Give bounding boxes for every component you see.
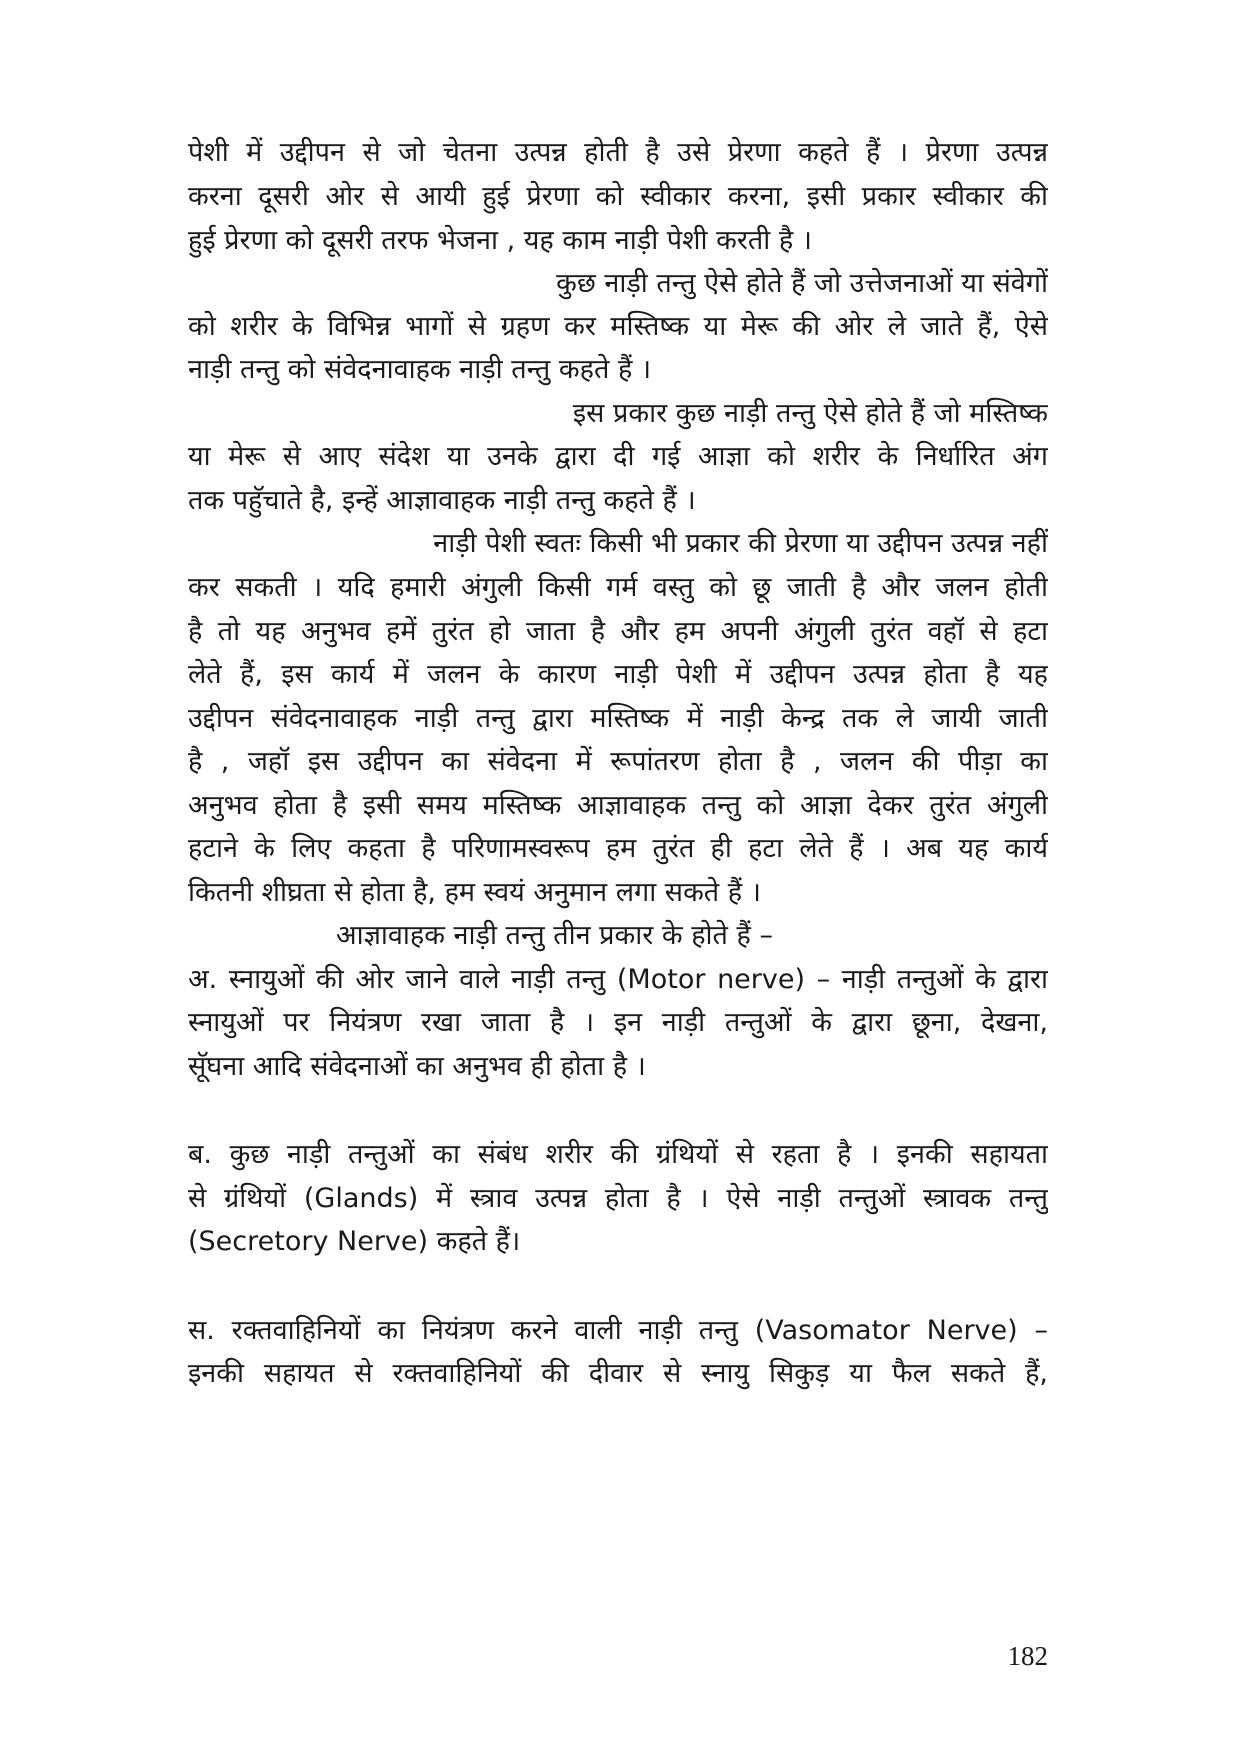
text-line: इस प्रकार कुछ नाड़ी तन्तु ऐसे होते हैं जो मस्तिष्क [572,398,1048,429]
text-line: ब. कुछ नाड़ी तन्तुओं का संबंध शरीर की ग्रंथियों से रहता है । इनकी सहायता [188,1139,1048,1170]
text-line: नाड़ी पेशी स्वतः किसी भी प्रकार की प्रेरणा या उद्दीपन उत्पन्न नहीं [433,528,1048,559]
text-line: अनुभव होता है इसी समय मस्तिष्क आज्ञावाहक तन्तु को आज्ञा देकर तुरंत अंगुली [188,790,1048,821]
text-line: अ. स्नायुओं की ओर जाने वाले नाड़ी तन्तु (Motor nerve) – नाड़ी तन्तुओं के द्वारा [188,964,1048,995]
text-line: कितनी शीघ्रता से होता है, हम स्वयं अनुमान लगा सकते हैं । [188,877,761,908]
text-line: लेते हैं, इस कार्य में जलन के कारण नाड़ी पेशी में उद्दीपन उत्पन्न होता है यह [188,659,1048,690]
text-line: हटाने के लिए कहता है परिणामस्वरूप हम तुरंत ही हटा लेते हैं । अब यह कार्य [188,833,1048,864]
text-line: आज्ञावाहक नाड़ी तन्तु तीन प्रकार के होते हैं – [336,920,773,951]
text-line: स्नायुओं पर नियंत्रण रखा जाता है । इन नाड़ी तन्तुओं के द्वारा छूना, देखना, [188,1007,1048,1038]
text-line: स. रक्तवाहिनियों का नियंत्रण करने वाली नाड़ी तन्तु (Vasomator Nerve) – [188,1315,1048,1346]
text-line: को शरीर के विभिन्न भागों से ग्रहण कर मस्तिष्क या मेरू की ओर ले जाते हैं, ऐसे [188,311,1048,342]
text-line: उद्दीपन संवेदनावाहक नाड़ी तन्तु द्वारा मस्तिष्क में नाड़ी केन्द्र तक ले जायी जाती [188,703,1048,734]
text-line: कुछ नाड़ी तन्तु ऐसे होते हैं जो उत्तेजनाओं या संवेगों [556,268,1048,299]
text-line: (Secretory Nerve) कहते हैं। [188,1226,521,1257]
text-line: करना दूसरी ओर से आयी हुई प्रेरणा को स्वीकार करना, इसी प्रकार स्वीकार की [188,181,1048,212]
page-number: 182 [1007,1641,1048,1671]
text-line: पेशी में उद्दीपन से जो चेतना उत्पन्न होती है उसे प्रेरणा कहते हैं । प्रेरणा उत्पन्न [188,137,1048,168]
text-line: कर सकती । यदि हमारी अंगुली किसी गर्म वस्तु को छू जाती है और जलन होती [188,572,1048,603]
text-line: नाड़ी तन्तु को संवेदनावाहक नाड़ी तन्तु कहते हैं । [188,354,652,385]
text-line: है , जहॉ इस उद्दीपन का संवेदना में रूपांतरण होता है , जलन की पीड़ा का [188,746,1048,777]
text-line: इनकी सहायत से रक्तवाहिनियों की दीवार से स्नायु सिकुड़ या फैल सकते हैं, [188,1358,1048,1389]
text-line: से ग्रंथियों (Glands) में स्त्राव उत्पन्न होता है । ऐसे नाड़ी तन्तुओं स्त्रावक तन्तु [188,1183,1048,1214]
text-line: सूॅघना आदि संवेदनाओं का अनुभव ही होता है । [188,1051,646,1082]
text-line: हुई प्रेरणा को दूसरी तरफ भेजना , यह काम नाड़ी पेशी करती है । [188,225,812,256]
text-line: तक पहुॅचाते है, इन्हें आज्ञावाहक नाड़ी तन्तु कहते हैं । [188,485,696,516]
text-line: है तो यह अनुभव हमें तुरंत हो जाता है और हम अपनी अंगुली तुरंत वहॉ से हटा [188,616,1048,647]
text-line: या मेरू से आए संदेश या उनके द्वारा दी गई आज्ञा को शरीर के निर्धारित अंग [188,441,1048,472]
